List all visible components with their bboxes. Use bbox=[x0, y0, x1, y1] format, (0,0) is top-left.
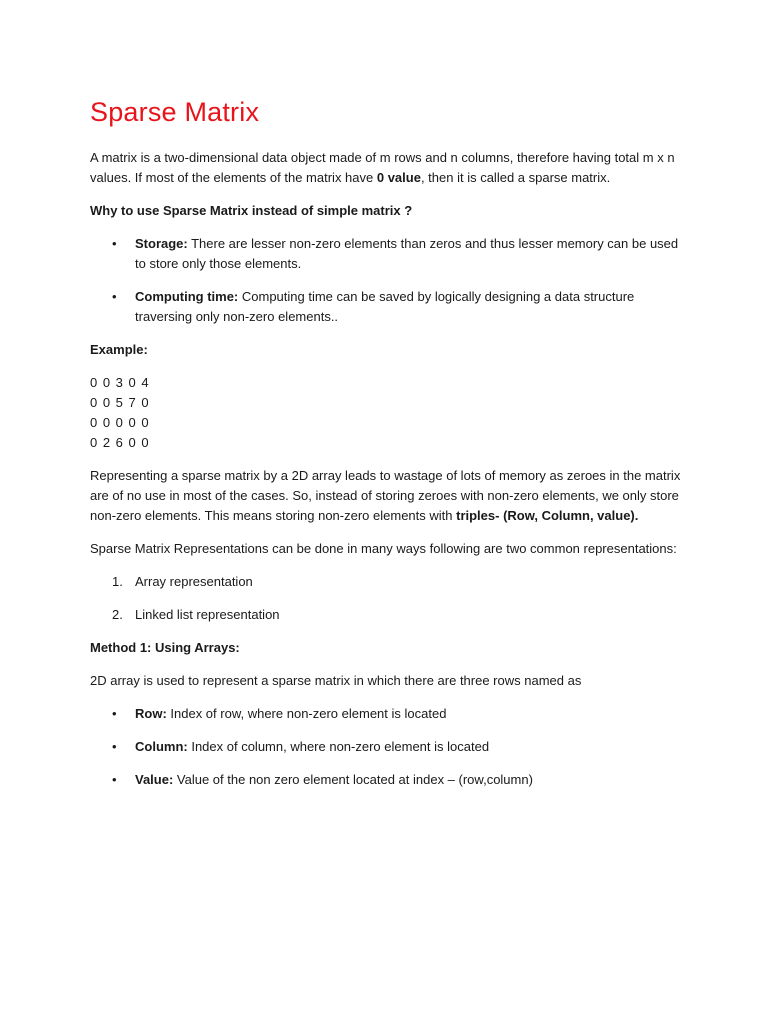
list-item-linked-list-representation bbox=[90, 605, 690, 625]
item-text: Array representation bbox=[135, 574, 253, 589]
bullet-icon: • bbox=[112, 739, 117, 754]
document-page bbox=[90, 92, 690, 803]
item-label: Computing time: bbox=[135, 289, 239, 304]
intro-bold: 0 value bbox=[376, 170, 421, 185]
why-list bbox=[90, 234, 690, 327]
representing-paragraph bbox=[90, 466, 690, 526]
number-marker: 2. bbox=[112, 607, 123, 622]
method1-intro: 2D array is used to represent a sparse matrix in which there are three rows named as bbox=[90, 673, 582, 688]
matrix-row: 0 0 3 0 4 bbox=[90, 375, 150, 390]
list-item-array-representation bbox=[90, 572, 690, 592]
method1-heading: Method 1: Using Arrays: bbox=[90, 640, 240, 655]
why-heading: Why to use Sparse Matrix instead of simple matrix ? bbox=[90, 203, 413, 218]
list-item-computing-time bbox=[90, 287, 690, 327]
representing-text: Representing a sparse matrix by a 2D array leads to wastage of lots of memory as zeroes in the matrix are of no use in most of the cases. So, instead of storing zeroes with non-zero elements, we only store non-zero elements. This means storing non-zero elements with bbox=[90, 468, 681, 523]
example-matrix bbox=[90, 373, 690, 453]
list-item-column bbox=[90, 737, 690, 757]
list-item-row bbox=[90, 704, 690, 724]
item-text: Index of row, where non-zero element is located bbox=[166, 706, 447, 721]
number-marker: 1. bbox=[112, 574, 123, 589]
bullet-icon: • bbox=[112, 289, 117, 304]
example-heading: Example: bbox=[90, 342, 148, 357]
item-label: Column: bbox=[135, 739, 188, 754]
intro-text-1: A matrix is a two-dimensional data object made of m rows and n columns, therefore having total m x n values. If most of the elements of the matrix have bbox=[90, 150, 675, 185]
representations-intro: Sparse Matrix Representations can be done in many ways following are two common representations: bbox=[90, 541, 677, 556]
bullet-icon: • bbox=[112, 772, 117, 787]
item-text: Computing time can be saved by logically designing a data structure traversing only non-zero elements.. bbox=[135, 289, 635, 324]
intro-paragraph bbox=[90, 148, 690, 188]
item-label: Value: bbox=[135, 772, 174, 787]
list-item-storage bbox=[90, 234, 690, 274]
matrix-row: 0 0 5 7 0 bbox=[90, 395, 150, 410]
matrix-row: 0 2 6 0 0 bbox=[90, 435, 150, 450]
item-text: Index of column, where non-zero element is located bbox=[187, 739, 490, 754]
item-text: There are lesser non-zero elements than zeros and thus lesser memory can be used to store only those elements. bbox=[135, 236, 679, 271]
page-title: Sparse Matrix bbox=[90, 97, 260, 127]
bullet-icon: • bbox=[112, 706, 117, 721]
item-text: Linked list representation bbox=[135, 607, 280, 622]
matrix-row: 0 0 0 0 0 bbox=[90, 415, 150, 430]
representing-bold: triples- (Row, Column, value). bbox=[456, 508, 639, 523]
bullet-icon: • bbox=[112, 236, 117, 251]
method1-list bbox=[90, 704, 690, 790]
representations-list bbox=[90, 572, 690, 625]
intro-text-2: , then it is called a sparse matrix. bbox=[420, 170, 611, 185]
list-item-value bbox=[90, 770, 690, 790]
item-text: Value of the non zero element located at index – (row,column) bbox=[173, 772, 533, 787]
item-label: Storage: bbox=[135, 236, 188, 251]
item-label: Row: bbox=[135, 706, 167, 721]
